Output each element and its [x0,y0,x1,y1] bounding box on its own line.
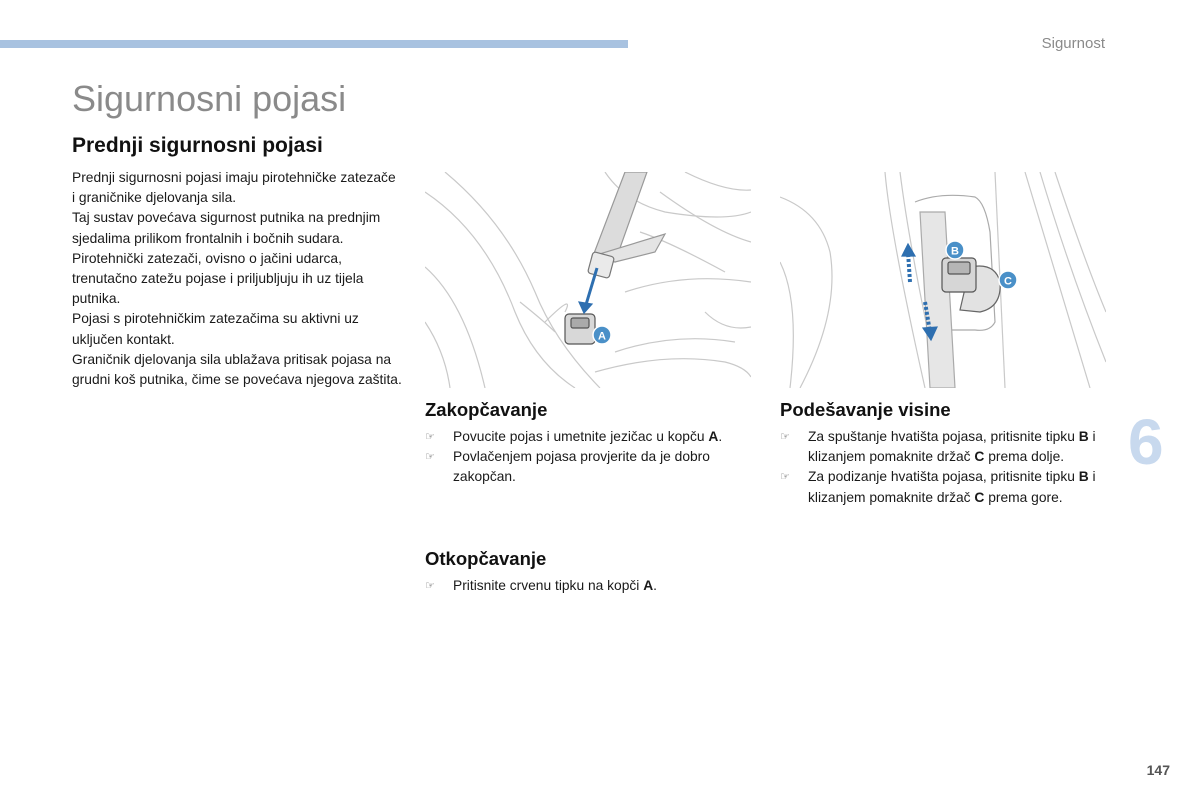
page-number: 147 [1146,762,1170,778]
intro-text [72,168,402,390]
hand-pointer-icon: ☞ [780,471,790,484]
intro-paragraph: Taj sustav povećava sigurnost putnika na prednjim sjedalima prilikom frontalnih i bočnih sudara. Pirotehnički zatezači, ovisno o jačini udarca, trenutačno zatežu pojase i priljubljuju ih uz tijela putnika. [72,210,381,307]
callout-c-label: C [1004,275,1012,288]
page-title: Sigurnosni pojasi [72,78,347,119]
section-name: Sigurnost [1041,35,1105,52]
hand-pointer-icon: ☞ [425,431,435,443]
height-adjust-heading: Podešavanje visine [780,399,951,420]
height-adjust-illustration [780,172,1106,388]
callout-a-label: A [598,330,606,343]
list-item: ☞ Za spuštanje hvatišta pojasa, pritisnite tipku B i klizanjem pomaknite držač C prema dolje. [780,429,1096,465]
intro-paragraph: Pojasi s pirotehničkim zatezačima su aktivni uz uključen kontakt. [72,311,359,347]
unfastening-list [425,576,755,596]
header-accent-bar [0,40,628,48]
hand-pointer-icon: ☞ [780,431,790,443]
callout-b-label: B [951,245,959,258]
intro-paragraph: Prednji sigurnosni pojasi imaju pirotehničke zatezače i graničnike djelovanja sila. [72,170,396,206]
fastening-heading: Zakopčavanje [425,399,548,420]
list-item: ☞ Povlačenjem pojasa provjerite da je dobro zakopčan. [425,449,710,485]
fastening-list [425,427,755,488]
chapter-number: 6 [1128,406,1164,478]
buckle-illustration [425,172,751,388]
list-item: ☞ Povucite pojas i umetnite jezičac u kopču A. [425,427,755,447]
height-adjust-list [780,427,1105,508]
hand-pointer-icon: ☞ [425,451,435,464]
hand-pointer-icon: ☞ [425,580,435,592]
section-subtitle: Prednji sigurnosni pojasi [72,134,323,157]
list-item: ☞ Pritisnite crvenu tipku na kopči A. [425,576,755,596]
unfastening-heading: Otkopčavanje [425,548,547,569]
intro-paragraph: Graničnik djelovanja sila ublažava pritisak pojasa na grudni koš putnika, čime se povećava njegova zaštita. [72,351,402,388]
list-item: ☞ Za podizanje hvatišta pojasa, pritisnite tipku B i klizanjem pomaknite držač C prema gore. [780,469,1096,505]
